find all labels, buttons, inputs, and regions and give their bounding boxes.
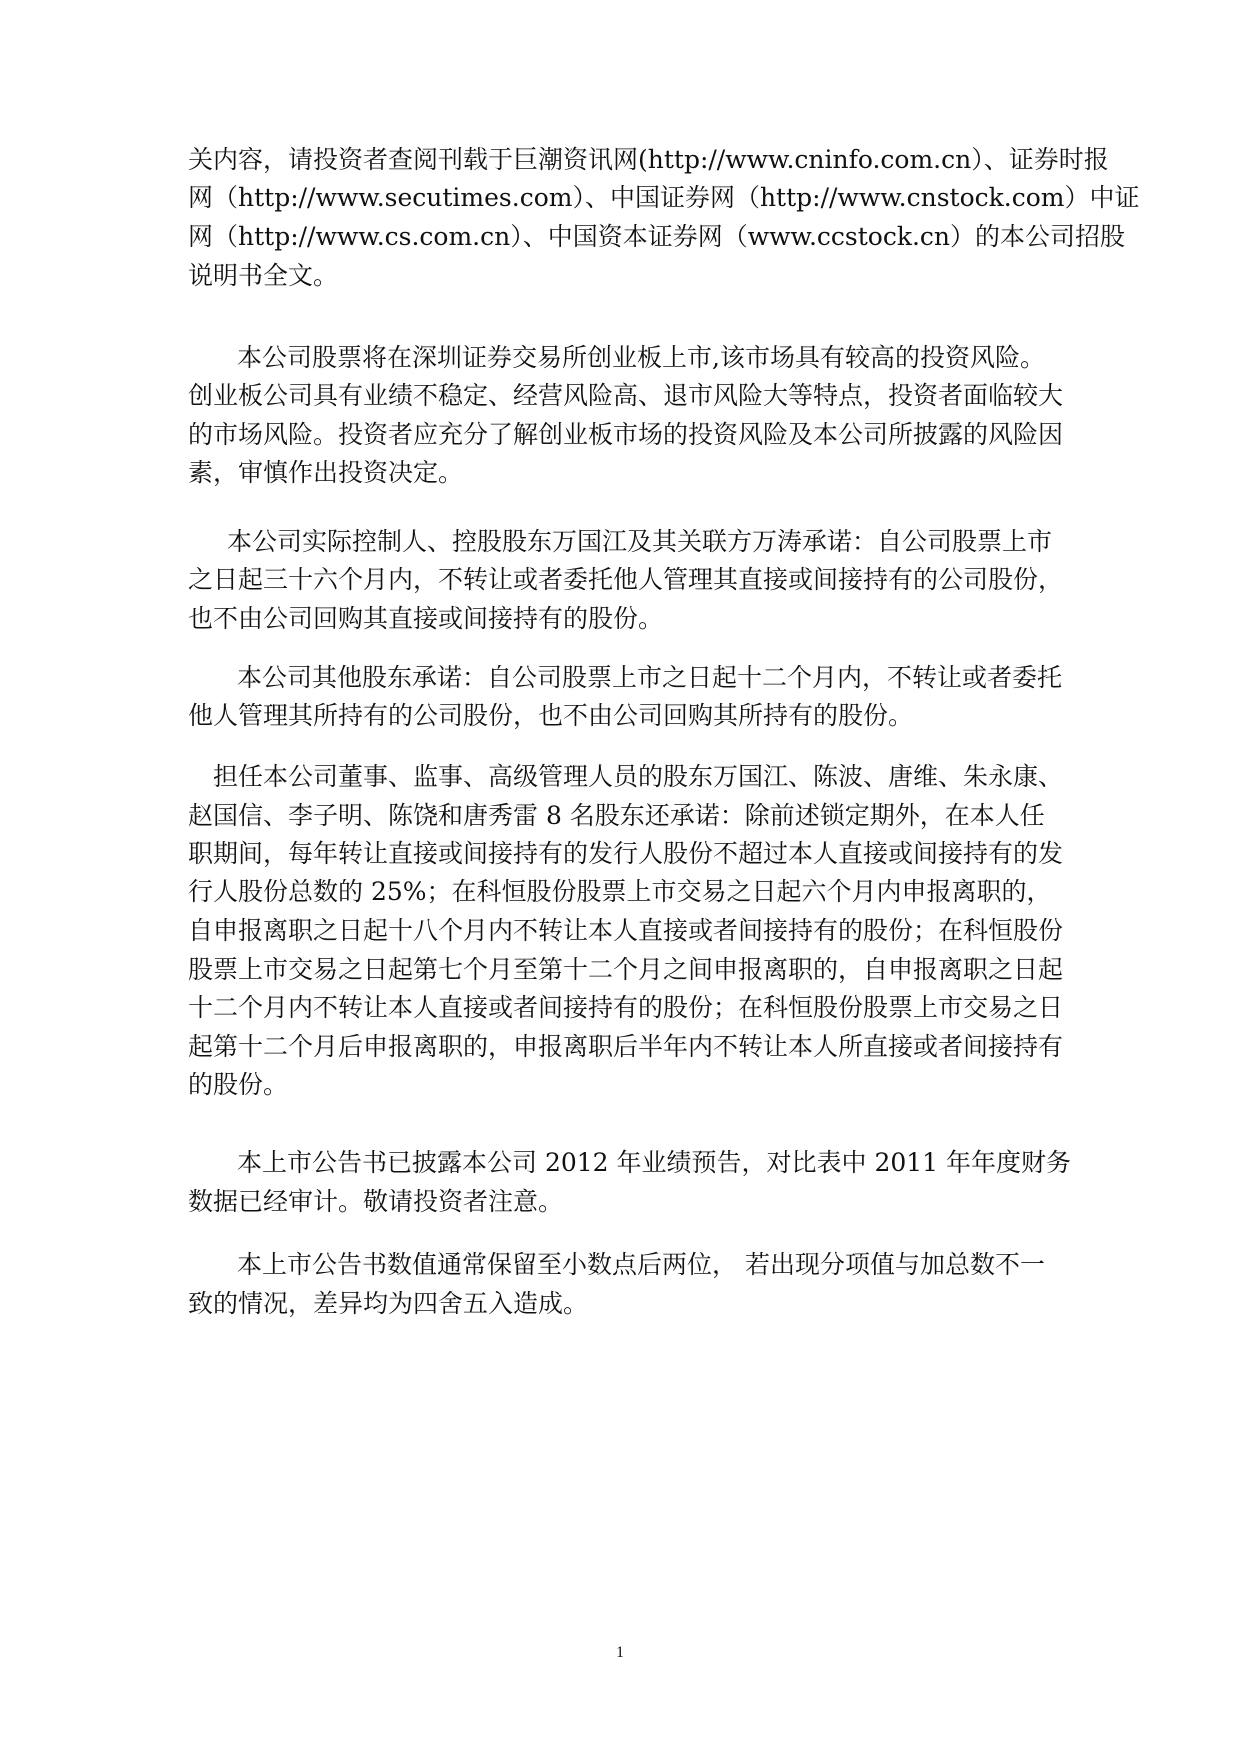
text-line: 之日起三十六个月内，不转让或者委托他人管理其直接或间接持有的公司股份，: [188, 565, 1064, 594]
paragraph-first-line: 本公司实际控制人、控股股东万国江及其关联方万涛承诺：自公司股票上市: [227, 527, 1053, 556]
text-line: 的市场风险。投资者应充分了解创业板市场的投资风险及本公司所披露的风险因: [188, 420, 1064, 449]
paragraph-first-line: 本上市公告书已披露本公司 2012 年业绩预告，对比表中 2011 年年度财务: [237, 1148, 1072, 1177]
text-line: 也不由公司回购其直接或间接持有的股份。: [188, 604, 664, 633]
text-line: 自申报离职之日起十八个月内不转让本人直接或者间接持有的股份；在科恒股份: [188, 916, 1064, 945]
text-line: 网（http://www.cs.com.cn）、中国资本证券网（www.ccstock.cn）的本公司招股: [188, 222, 1126, 251]
text-line: 关内容，请投资者查阅刊载于巨潮资讯网(http://www.cninfo.com.cn）、证券时报: [188, 145, 1109, 174]
paragraph-first-line: 本公司股票将在深圳证券交易所创业板上市,该市场具有较高的投资风险。: [237, 343, 1045, 372]
paragraph-first-line: 本上市公告书数值通常保留至小数点后两位， 若出现分项值与加总数不一: [237, 1250, 1045, 1279]
text-line: 说明书全文。: [188, 261, 339, 290]
text-line: 网（http://www.secutimes.com）、中国证券网（http://www.cnstock.com）中证: [188, 183, 1140, 212]
text-line: 的股份。: [188, 1070, 289, 1099]
text-line: 创业板公司具有业绩不稳定、经营风险高、退市风险大等特点，投资者面临较大: [188, 381, 1064, 410]
text-line: 致的情况，差异均为四舍五入造成。: [188, 1289, 589, 1318]
text-line: 十二个月内不转让本人直接或者间接持有的股份；在科恒股份股票上市交易之日: [188, 993, 1064, 1022]
text-line: 行人股份总数的 25%；在科恒股份股票上市交易之日起六个月内申报离职的，: [188, 877, 1052, 906]
text-line: 职期间，每年转让直接或间接持有的发行人股份不超过本人直接或间接持有的发: [188, 839, 1064, 868]
text-line: 素，审慎作出投资决定。: [188, 458, 464, 487]
page-number: 1: [616, 1644, 624, 1661]
text-line: 起第十二个月后申报离职的，申报离职后半年内不转让本人所直接或者间接持有: [188, 1032, 1064, 1061]
text-line: 赵国信、李子明、陈饶和唐秀雷 8 名股东还承诺：除前述锁定期外，在本人任: [188, 801, 1045, 830]
text-line: 股票上市交易之日起第七个月至第十二个月之间申报离职的，自申报离职之日起: [188, 955, 1064, 984]
text-line: 数据已经审计。敬请投资者注意。: [188, 1187, 564, 1216]
paragraph-first-line: 担任本公司董事、监事、高级管理人员的股东万国江、陈波、唐维、朱永康、: [213, 762, 1064, 791]
paragraph-first-line: 本公司其他股东承诺：自公司股票上市之日起十二个月内，不转让或者委托: [237, 663, 1063, 692]
text-line: 他人管理其所持有的公司股份，也不由公司回购其所持有的股份。: [188, 701, 914, 730]
